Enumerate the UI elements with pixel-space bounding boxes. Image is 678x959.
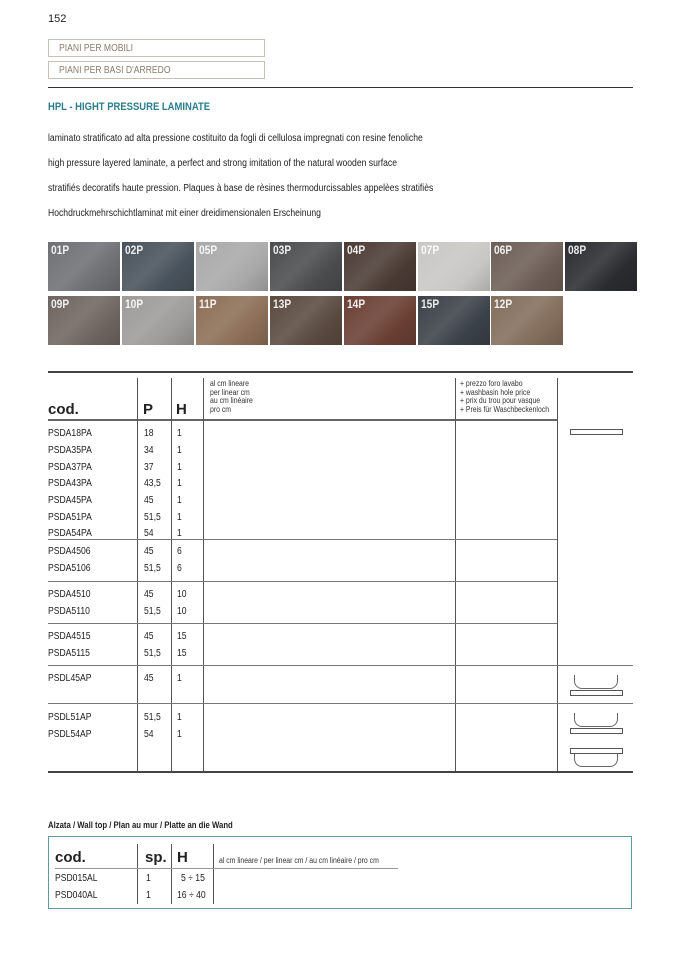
swatch-code: 13P xyxy=(272,297,291,311)
swatch-code: 03P xyxy=(272,243,291,257)
swatch-code: 12P xyxy=(494,297,513,311)
group-divider xyxy=(48,665,633,666)
row-h: 1 xyxy=(177,462,182,473)
description-de: Hochdruckmehrschichtlaminat mit einer dreidimensionalen Erscheinung xyxy=(48,208,321,219)
header-rule xyxy=(48,419,557,421)
row-h: 1 xyxy=(177,478,182,489)
swatch-01P[interactable] xyxy=(48,242,120,291)
row-h: 10 xyxy=(177,606,187,617)
row-p: 54 xyxy=(144,729,154,740)
wall-header-cod: cod. xyxy=(55,849,86,866)
swatch-code: 15P xyxy=(420,297,439,311)
nav-label: PIANI PER MOBILI xyxy=(59,43,134,54)
header-h: H xyxy=(176,401,187,418)
column-divider xyxy=(203,378,204,771)
row-p: 45 xyxy=(144,495,154,506)
swatch-07P[interactable] xyxy=(418,242,490,291)
column-divider xyxy=(171,378,172,771)
row-p: 51,5 xyxy=(144,712,161,723)
wall-row-sp: 1 xyxy=(146,873,151,884)
row-h: 1 xyxy=(177,495,182,506)
row-p: 43,5 xyxy=(144,478,161,489)
header-washbasin-line: + prix du trou pour vasque xyxy=(460,396,541,405)
swatch-code: 11P xyxy=(198,297,217,311)
top-icon-sit-on-2 xyxy=(570,728,623,734)
header-price-line: au cm linéaire xyxy=(210,396,253,405)
swatch-08P[interactable] xyxy=(565,242,637,291)
row-p: 34 xyxy=(144,445,154,456)
table-top-rule xyxy=(48,371,633,373)
nav-label: PIANI PER BASI D'ARREDO xyxy=(59,65,171,76)
column-divider xyxy=(455,378,456,771)
swatch-code: 08P xyxy=(568,243,587,257)
row-p: 51,5 xyxy=(144,606,161,617)
header-washbasin-line: + washbasin hole price xyxy=(460,387,531,397)
row-code: PSDA4515 xyxy=(48,631,91,642)
header-p: P xyxy=(143,401,154,418)
header-cod: cod. xyxy=(48,401,79,418)
column-divider xyxy=(557,378,558,771)
row-p: 18 xyxy=(144,428,154,439)
header-price-line: per linear cm xyxy=(210,387,250,397)
basin-icon-undermount xyxy=(574,754,618,767)
top-icon-sit-on xyxy=(570,690,623,696)
row-code: PSDA54PA xyxy=(48,528,92,539)
swatch-code: 04P xyxy=(346,243,365,257)
row-h: 1 xyxy=(177,673,182,684)
swatch-code: 05P xyxy=(198,243,217,257)
swatch-15P[interactable] xyxy=(418,296,490,345)
row-h: 6 xyxy=(177,563,182,574)
row-p: 51,5 xyxy=(144,512,161,523)
row-code: PSDL54AP xyxy=(48,729,92,740)
row-code: PSDA35PA xyxy=(48,445,92,456)
basin-icon-sit-on-2 xyxy=(574,713,618,727)
column-divider xyxy=(137,844,138,904)
swatch-14P[interactable] xyxy=(344,296,416,345)
nav-piani-per-mobili[interactable] xyxy=(48,39,265,57)
row-p: 45 xyxy=(144,546,154,557)
swatch-13P[interactable] xyxy=(270,296,342,345)
swatch-04P[interactable] xyxy=(344,242,416,291)
description-en: high pressure layered laminate, a perfect and strong imitation of the natural wooden surface xyxy=(48,158,397,169)
row-code: PSDA5115 xyxy=(48,648,90,659)
row-p: 45 xyxy=(144,673,154,684)
row-code: PSDA45PA xyxy=(48,495,92,506)
column-divider xyxy=(171,844,172,904)
group-divider xyxy=(48,539,557,540)
row-h: 15 xyxy=(177,631,187,642)
row-code: PSDL51AP xyxy=(48,712,92,723)
divider xyxy=(48,87,633,88)
wall-row-sp: 1 xyxy=(146,890,151,901)
group-divider xyxy=(48,581,557,582)
swatch-code: 01P xyxy=(51,243,70,257)
row-code: PSDL45AP xyxy=(48,673,92,684)
wall-table xyxy=(48,836,632,909)
wall-title: Alzata / Wall top / Plan au mur / Platte an die Wand xyxy=(48,820,233,830)
wall-row-h: 16 ÷ 40 xyxy=(177,890,206,901)
row-p: 51,5 xyxy=(144,563,161,574)
header-washbasin-line: + Preis für Waschbeckenloch xyxy=(460,404,550,414)
table-bottom-rule xyxy=(48,771,633,773)
row-h: 6 xyxy=(177,546,182,557)
row-code: PSDA51PA xyxy=(48,512,92,523)
description-fr: stratifiés decoratifs haute pression. Plaques à base de rèsines thermodurcissables appelèes stratifiès xyxy=(48,183,434,194)
description-it: laminato stratificato ad alta pressione costituito da fogli di cellulosa impregnati con resine fenoliche xyxy=(48,133,423,144)
wall-row-h: 5 ÷ 15 xyxy=(181,873,205,884)
swatch-code: 10P xyxy=(124,297,144,311)
wall-header-rule xyxy=(55,868,398,869)
row-p: 54 xyxy=(144,528,154,539)
wall-header-h: H xyxy=(177,849,188,866)
swatch-code: 06P xyxy=(494,243,513,257)
row-h: 1 xyxy=(177,512,182,523)
swatch-05P[interactable] xyxy=(196,242,268,291)
group-divider xyxy=(48,703,633,704)
swatch-09P[interactable] xyxy=(48,296,120,345)
row-p: 51,5 xyxy=(144,648,161,659)
row-code: PSDA18PA xyxy=(48,428,92,439)
page-number: 152 xyxy=(48,13,67,25)
swatch-03P[interactable] xyxy=(270,242,342,291)
header-washbasin-line: + prezzo foro lavabo xyxy=(460,379,523,388)
flat-top-icon xyxy=(570,429,623,435)
wall-header-price: al cm lineare / per linear cm / au cm linéaire / pro cm xyxy=(219,856,379,865)
row-code: PSDA43PA xyxy=(48,478,92,489)
column-divider xyxy=(213,844,214,904)
swatch-code: 07P xyxy=(420,243,439,257)
swatch-code: 14P xyxy=(346,297,365,311)
row-code: PSDA5110 xyxy=(48,606,90,617)
row-h: 1 xyxy=(177,712,182,723)
row-h: 1 xyxy=(177,445,182,456)
swatch-06P[interactable] xyxy=(491,242,563,291)
row-p: 45 xyxy=(144,589,154,600)
row-code: PSDA37PA xyxy=(48,462,92,473)
section-title: HPL - HIGHT PRESSURE LAMINATE xyxy=(48,101,211,113)
swatch-02P[interactable] xyxy=(122,242,194,291)
row-h: 15 xyxy=(177,648,187,659)
row-code: PSDA4506 xyxy=(48,546,91,557)
row-code: PSDA5106 xyxy=(48,563,91,574)
swatch-code: 09P xyxy=(51,297,70,311)
row-code: PSDA4510 xyxy=(48,589,91,600)
wall-row-code: PSD015AL xyxy=(55,873,98,884)
row-p: 37 xyxy=(144,462,154,473)
swatch-10P[interactable] xyxy=(122,296,194,345)
header-price-line: pro cm xyxy=(210,404,232,414)
row-h: 10 xyxy=(177,589,187,600)
row-h: 1 xyxy=(177,729,182,740)
basin-icon-sit-on xyxy=(574,675,618,689)
swatch-12P[interactable] xyxy=(491,296,563,345)
header-price-line: al cm lineare xyxy=(210,379,250,388)
nav-piani-per-basi[interactable] xyxy=(48,61,265,79)
column-divider xyxy=(137,378,138,771)
row-h: 1 xyxy=(177,428,182,439)
row-h: 1 xyxy=(177,528,182,539)
wall-row-code: PSD040AL xyxy=(55,890,98,901)
swatch-11P[interactable] xyxy=(196,296,268,345)
wall-header-sp: sp. xyxy=(145,849,167,866)
row-p: 45 xyxy=(144,631,154,642)
swatch-code: 02P xyxy=(124,243,144,257)
group-divider xyxy=(48,623,557,624)
